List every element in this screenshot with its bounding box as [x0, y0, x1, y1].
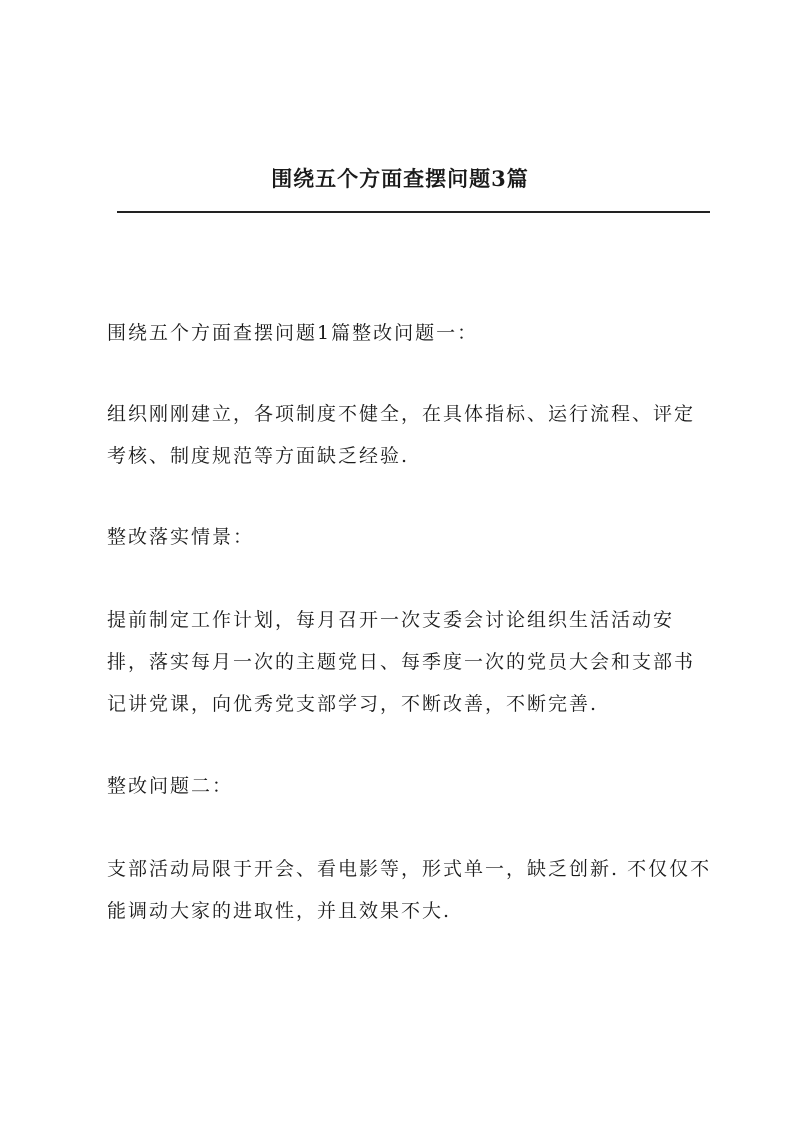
paragraph-rectification-measures: 提前制定工作计划，每月召开一次支委会讨论组织生活活动安排，落实每月一次的主题党日、每季度一次的党员大会和支部书记讲党课，向优秀党支部学习，不断改善，不断完善.	[107, 609, 696, 715]
section-heading-rectification-status: 整改落实情景：	[107, 526, 255, 548]
paragraph-issue-two-description: 支部活动局限于开会、看电影等，形式单一，缺乏创新. 不仅仅不能调动大家的进取性，并且效果不大.	[107, 858, 712, 922]
section-heading-issue-two: 整改问题二：	[107, 775, 234, 797]
section-heading-issue-one: 围绕五个方面查摆问题1篇整改问题一：	[107, 322, 479, 344]
title-underline-divider	[117, 211, 710, 213]
document-title: 围绕五个方面查摆问题3篇	[271, 166, 529, 191]
paragraph-issue-one-description: 组织刚刚建立，各项制度不健全，在具体指标、运行流程、评定考核、制度规范等方面缺乏经验.	[107, 403, 696, 467]
